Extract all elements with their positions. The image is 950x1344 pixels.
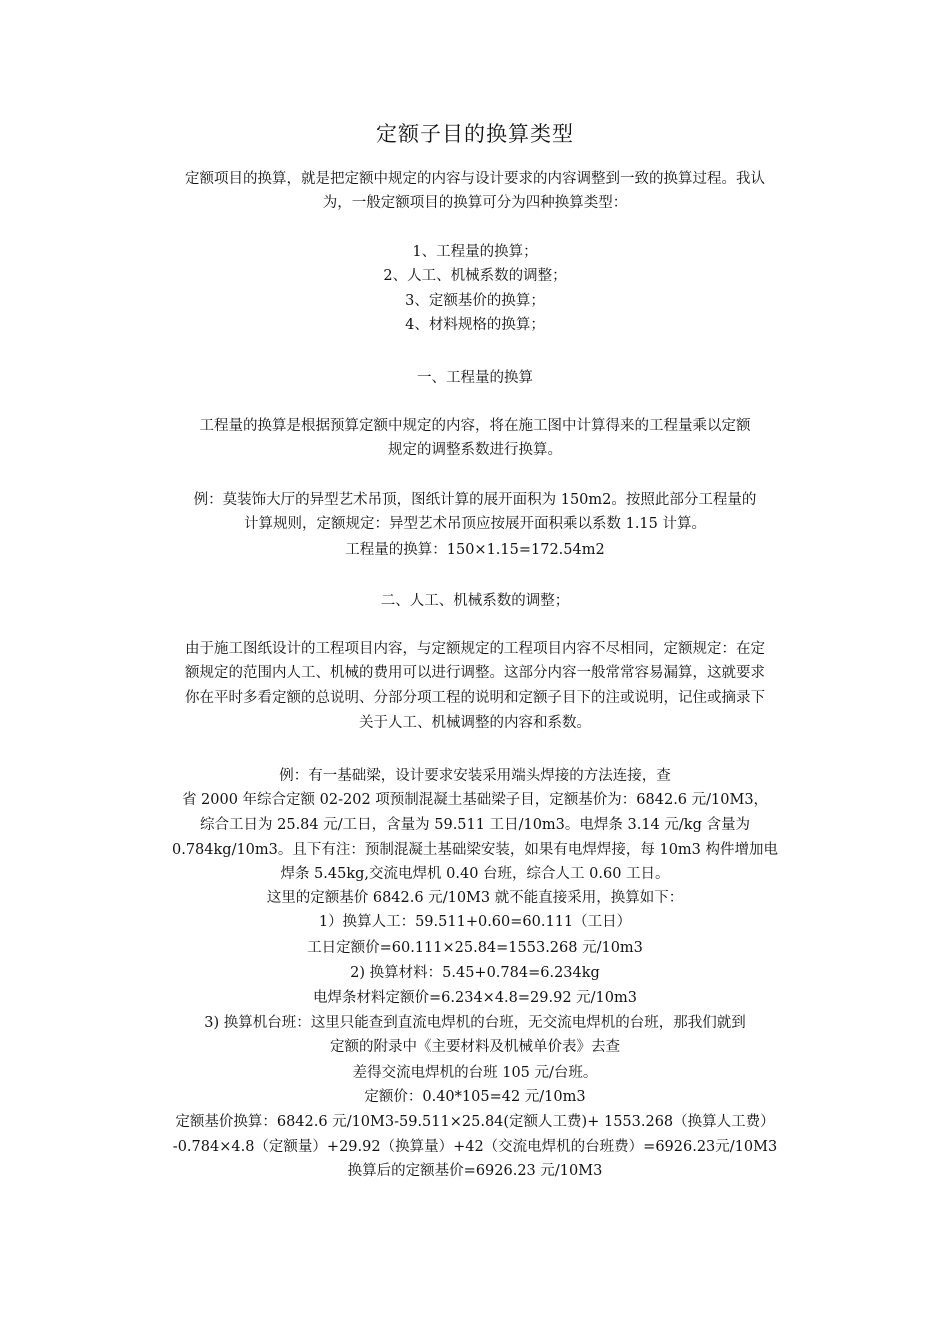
- calculation-line: 电焊条材料定额价=6.234×4.8=29.92 元/10m3: [313, 990, 637, 1006]
- paragraph-line: 定额项目的换算，就是把定额中规定的内容与设计要求的内容调整到一致的换算过程。我认: [185, 171, 765, 187]
- calculation-line: 1）换算人工：59.511+0.60=60.111（工日）: [318, 914, 632, 930]
- paragraph-line: 工程量的换算：150×1.15=172.54m2: [345, 542, 605, 558]
- paragraph-line: 省 2000 年综合定额 02-202 项预制混凝土基础梁子目，定额基价为：6842.6 元/10M3，: [181, 792, 769, 808]
- calculation-line: -0.784×4.8（定额量）+29.92（换算量）+42（交流电焊机的台班费）=6926.23元/10M3: [172, 1139, 778, 1155]
- calculation-result: 换算后的定额基价=6926.23 元/10M3: [347, 1163, 603, 1179]
- paragraph-line: 3) 换算机台班：这里只能查到直流电焊机的台班，无交流电焊机的台班，那我们就到: [204, 1015, 746, 1031]
- list-item: 1、工程量的换算；: [412, 244, 538, 260]
- paragraph-line: 额规定的范围内人工、机械的费用可以进行调整。这部分内容一般常常容易漏算，这就要求: [185, 665, 765, 681]
- paragraph-line: 0.784kg/10m3。且下有注：预制混凝土基础梁安装，如果有电焊焊接，每 10m3 构件增加电: [171, 842, 779, 858]
- paragraph-line: 定额的附录中《主要材料及机械单价表》去查: [330, 1039, 620, 1055]
- paragraph-line: 为，一般定额项目的换算可分为四种换算类型：: [322, 195, 628, 211]
- section-heading: 一、工程量的换算: [417, 370, 533, 386]
- paragraph-line: 例：有一基础梁，设计要求安装采用端头焊接的方法连接，查: [279, 768, 671, 784]
- paragraph-line: 计算规则，定额规定：异型艺术吊顶应按展开面积乘以系数 1.15 计算。: [243, 516, 706, 532]
- paragraph-line: 关于人工、机械调整的内容和系数。: [359, 715, 591, 731]
- paragraph-line: 工程量的换算是根据预算定额中规定的内容，将在施工图中计算得来的工程量乘以定额: [199, 418, 751, 434]
- paragraph-line: 由于施工图纸设计的工程项目内容，与定额规定的工程项目内容不尽相同，定额规定：在定: [185, 641, 765, 657]
- paragraph-line: 你在平时多看定额的总说明、分部分项工程的说明和定额子目下的注或说明，记住或摘录下: [185, 690, 765, 706]
- document-title: 定额子目的换算类型: [376, 122, 574, 146]
- paragraph-line: 规定的调整系数进行换算。: [388, 442, 562, 458]
- calculation-line: 定额价：0.40*105=42 元/10m3: [364, 1089, 586, 1105]
- list-item: 3、定额基价的换算；: [405, 293, 545, 309]
- paragraph-line: 焊条 5.45kg,交流电焊机 0.40 台班，综合人工 0.60 工日。: [280, 866, 670, 882]
- paragraph-line: 这里的定额基价 6842.6 元/10M3 就不能直接采用，换算如下：: [266, 890, 684, 906]
- paragraph-line: 例：莫装饰大厅的异型艺术吊顶，图纸计算的展开面积为 150m2。按照此部分工程量的: [193, 492, 757, 508]
- list-item: 4、材料规格的换算；: [405, 317, 545, 333]
- calculation-line: 工日定额价=60.111×25.84=1553.268 元/10m3: [307, 940, 643, 956]
- paragraph-line: 差得交流电焊机的台班 105 元/台班。: [352, 1065, 598, 1081]
- calculation-line: 2) 换算材料：5.45+0.784=6.234kg: [350, 965, 600, 981]
- paragraph-line: 综合工日为 25.84 元/工日，含量为 59.511 工日/10m3。电焊条 3.14 元/kg 含量为: [200, 817, 750, 833]
- section-heading: 二、人工、机械系数的调整；: [380, 593, 570, 609]
- list-item: 2、人工、机械系数的调整；: [383, 268, 567, 284]
- calculation-line: 定额基价换算：6842.6 元/10M3-59.511×25.84(定额人工费)+ 1553.268（换算人工费）: [175, 1114, 775, 1130]
